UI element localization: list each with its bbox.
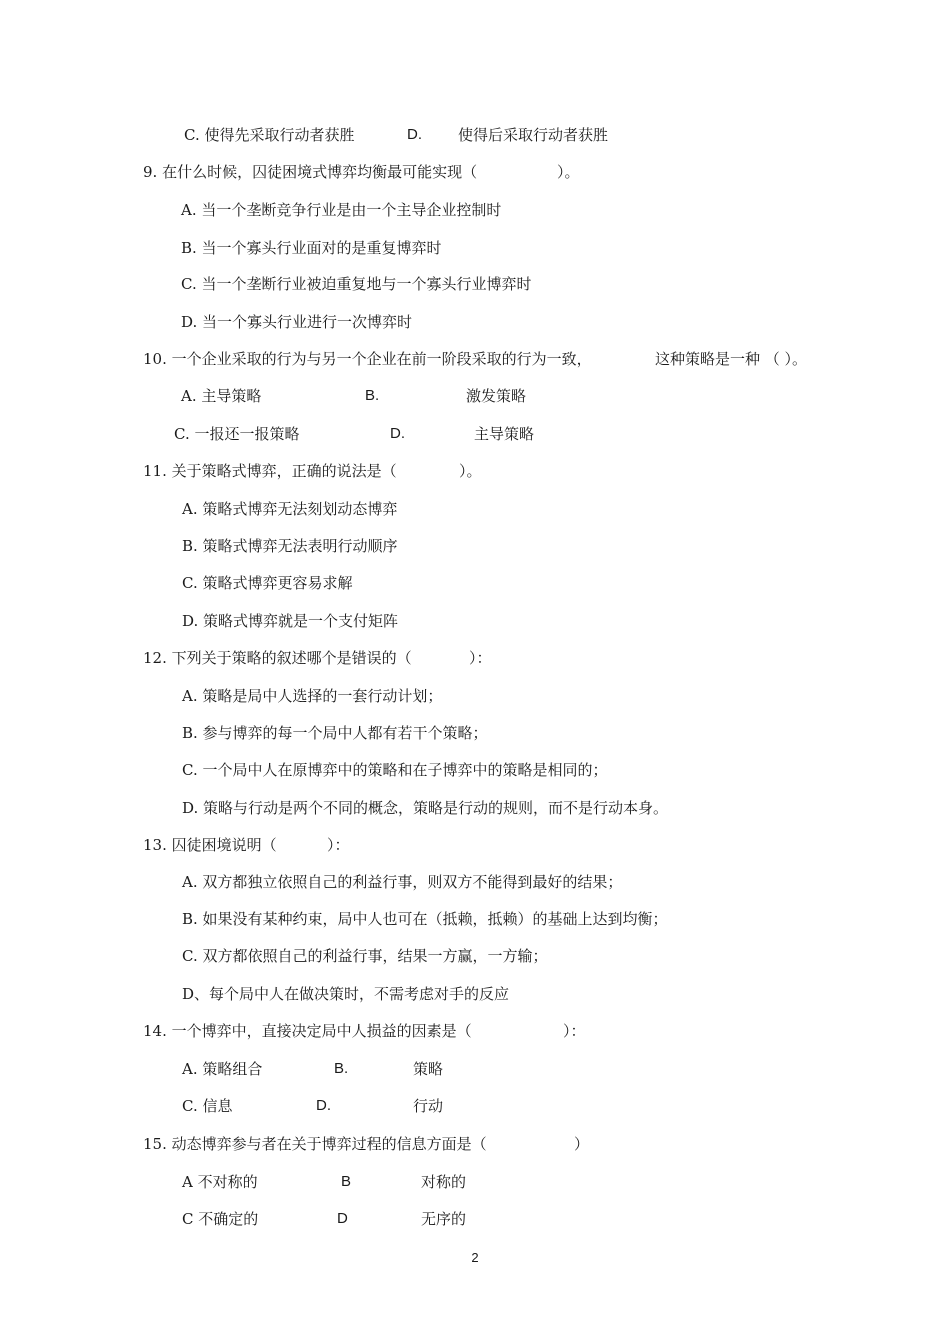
- q11-option-c: C. 策略式博弈更容易求解: [182, 574, 353, 592]
- q13-option-b: B. 如果没有某种约束，局中人也可在（抵赖，抵赖）的基础上达到均衡；: [182, 910, 668, 928]
- q11-stem: 11. 关于策略式博弈，正确的说法是（: [143, 462, 397, 480]
- q14-option-b-letter: B.: [334, 1060, 349, 1077]
- q10-option-b: 激发策略: [466, 387, 527, 405]
- q14-stem-end: ）：: [563, 1022, 586, 1040]
- q14-option-b: 策略: [413, 1060, 444, 1078]
- q12-option-b: B. 参与博弈的每一个局中人都有若干个策略；: [182, 724, 488, 742]
- q9-option-d: D. 当一个寡头行业进行一次博弈时: [181, 313, 413, 331]
- q9-stem: 9. 在什么时候，囚徒困境式博弈均衡最可能实现（: [143, 163, 478, 181]
- q10-option-d-letter: D.: [390, 425, 405, 442]
- q10-option-b-letter: B.: [365, 387, 380, 404]
- q15-option-d: 无序的: [421, 1210, 467, 1228]
- q11-option-b: B. 策略式博弈无法表明行动顺序: [182, 537, 398, 555]
- q11-option-d: D. 策略式博弈就是一个支付矩阵: [182, 612, 399, 630]
- q15-option-d-letter: D: [337, 1210, 348, 1227]
- q14-option-d-letter: D.: [316, 1097, 331, 1114]
- q10-option-d: 主导策略: [474, 425, 535, 443]
- q14-stem: 14. 一个博弈中，直接决定局中人损益的因素是（: [143, 1022, 472, 1040]
- q10-stem-end: 这种策略是一种 （ ）。: [655, 350, 808, 368]
- q9-option-b: B. 当一个寡头行业面对的是重复博弈时: [181, 239, 442, 257]
- q8-option-d: 使得后采取行动者获胜: [458, 126, 609, 144]
- q9-option-c: C. 当一个垄断行业被迫重复地与一个寡头行业博弈时: [181, 275, 532, 293]
- q15-option-b-letter: B: [341, 1173, 352, 1190]
- q12-option-d: D. 策略与行动是两个不同的概念，策略是行动的规则，而不是行动本身。: [182, 799, 669, 817]
- q13-stem: 13. 囚徒困境说明（: [143, 836, 277, 854]
- q15-option-c: C 不确定的: [182, 1210, 259, 1228]
- q10-stem: 10. 一个企业采取的行为与另一个企业在前一阶段采取的行为一致，: [143, 350, 592, 368]
- q9-stem-end: ）。: [557, 163, 580, 181]
- q8-option-d-letter: D.: [407, 126, 422, 143]
- q10-option-a: A. 主导策略: [181, 387, 262, 405]
- q14-option-d: 行动: [413, 1097, 444, 1115]
- q15-stem: 15. 动态博弈参与者在关于博弈过程的信息方面是（: [143, 1135, 487, 1153]
- q14-option-c: C. 信息: [182, 1097, 233, 1115]
- q11-stem-end: ）。: [459, 462, 482, 480]
- q12-stem-end: ）：: [469, 649, 492, 667]
- q12-option-a: A. 策略是局中人选择的一套行动计划；: [182, 687, 443, 705]
- q13-option-a: A. 双方都独立依照自己的利益行事，则双方不能得到最好的结果；: [182, 873, 623, 891]
- q15-option-b: 对称的: [421, 1173, 467, 1191]
- q12-option-c: C. 一个局中人在原博弈中的策略和在子博弈中的策略是相同的；: [182, 761, 608, 779]
- q13-option-d: D、每个局中人在做决策时，不需考虑对手的反应: [182, 985, 510, 1003]
- q10-option-c: C. 一报还一报策略: [174, 425, 300, 443]
- q12-stem: 12. 下列关于策略的叙述哪个是错误的（: [143, 649, 412, 667]
- q11-option-a: A. 策略式博弈无法刻划动态博弈: [182, 500, 398, 518]
- q15-stem-end: ）: [574, 1135, 590, 1153]
- q14-option-a: A. 策略组合: [182, 1060, 263, 1078]
- q13-option-c: C. 双方都依照自己的利益行事，结果一方赢，一方输；: [182, 947, 548, 965]
- q13-stem-end: ）：: [327, 836, 350, 854]
- page-number: 2: [471, 1250, 479, 1265]
- q9-option-a: A. 当一个垄断竞争行业是由一个主导企业控制时: [181, 201, 502, 219]
- q8-option-c: C. 使得先采取行动者获胜: [184, 126, 355, 144]
- q15-option-a: A 不对称的: [182, 1173, 258, 1191]
